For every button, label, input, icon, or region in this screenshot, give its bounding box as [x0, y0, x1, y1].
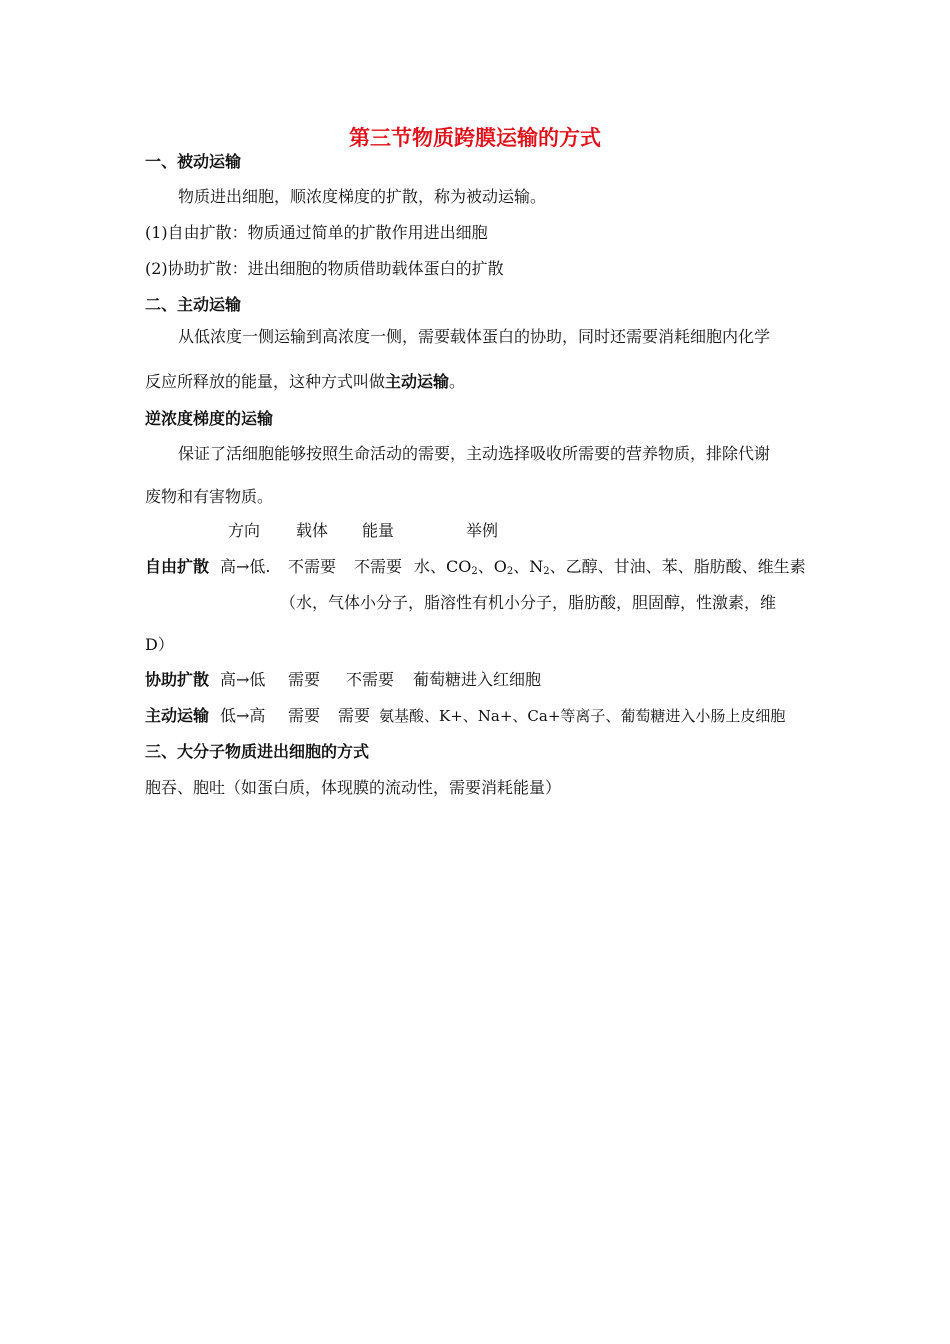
example-text: 、乙醇、甘油、苯、脂肪酸、维生素	[549, 557, 806, 576]
section-2-heading: 二、主动运输	[145, 295, 242, 314]
table-header-carrier: 载体	[296, 521, 329, 540]
subscript: 2	[506, 566, 514, 577]
row-free-diffusion-carrier: 不需要	[288, 557, 337, 576]
emphasis-term: 主动运输	[385, 372, 450, 391]
row-facilitated-diffusion-carrier: 需要	[288, 670, 321, 689]
section-1-heading: 一、被动运输	[145, 152, 242, 171]
row-free-diffusion-example	[414, 556, 806, 583]
section-2-paragraph-2	[145, 371, 465, 393]
row-facilitated-diffusion-direction: 高→低	[220, 670, 266, 689]
section-2-subheading: 逆浓度梯度的运输	[145, 409, 274, 428]
paragraph-text: 反应所释放的能量，这种方式叫做	[145, 372, 386, 391]
row-free-diffusion-direction: 高→低.	[220, 557, 271, 576]
page-title: 第三节物质跨膜运输的方式	[349, 126, 601, 150]
example-text: 、O	[477, 557, 507, 576]
row-active-transport-name: 主动运输	[145, 706, 210, 725]
example-text: 、N	[513, 557, 544, 576]
row-active-transport-example: 氨基酸、K+、Na+、Ca+等离子、葡萄糖进入小肠上皮细胞	[379, 707, 786, 725]
row-free-diffusion-energy: 不需要	[354, 557, 403, 576]
section-3-heading: 三、大分子物质进出细胞的方式	[145, 742, 370, 761]
row-active-transport-energy: 需要	[338, 706, 371, 725]
row-active-transport-direction: 低→高	[220, 706, 266, 725]
section-1-item-1: (1)自由扩散：物质通过简单的扩散作用进出细胞	[145, 223, 488, 242]
subscript: 2	[543, 566, 550, 577]
section-1-item-2: (2)协助扩散：进出细胞的物质借助载体蛋白的扩散	[145, 259, 504, 278]
section-3-paragraph-1: 胞吞、胞吐（如蛋白质，体现膜的流动性，需要消耗能量）	[145, 778, 562, 797]
table-header-example: 举例	[466, 521, 499, 540]
row-facilitated-diffusion-example: 葡萄糖进入红细胞	[413, 670, 542, 689]
row-free-diffusion-note-end: D）	[145, 635, 174, 654]
section-2-paragraph-3: 保证了活细胞能够按照生命活动的需要，主动选择吸收所需要的营养物质，排除代谢	[178, 444, 771, 463]
section-2-paragraph-4: 废物和有害物质。	[145, 487, 274, 506]
row-facilitated-diffusion-energy: 不需要	[346, 670, 395, 689]
subscript: 2	[471, 566, 478, 577]
paragraph-end: 。	[449, 372, 466, 391]
row-facilitated-diffusion-name: 协助扩散	[145, 670, 210, 689]
section-1-paragraph-1: 物质进出细胞，顺浓度梯度的扩散，称为被动运输。	[178, 187, 547, 206]
row-free-diffusion-note: （水，气体小分子，脂溶性有机小分子，脂肪酸，胆固醇，性激素，维	[280, 593, 777, 612]
table-header-direction: 方向	[228, 521, 261, 540]
row-active-transport-carrier: 需要	[288, 706, 321, 725]
table-header-energy: 能量	[362, 521, 395, 540]
row-free-diffusion-name: 自由扩散	[145, 557, 210, 576]
section-2-paragraph-1: 从低浓度一侧运输到高浓度一侧，需要载体蛋白的协助，同时还需要消耗细胞内化学	[178, 327, 771, 346]
example-text: 水、CO	[414, 557, 472, 576]
